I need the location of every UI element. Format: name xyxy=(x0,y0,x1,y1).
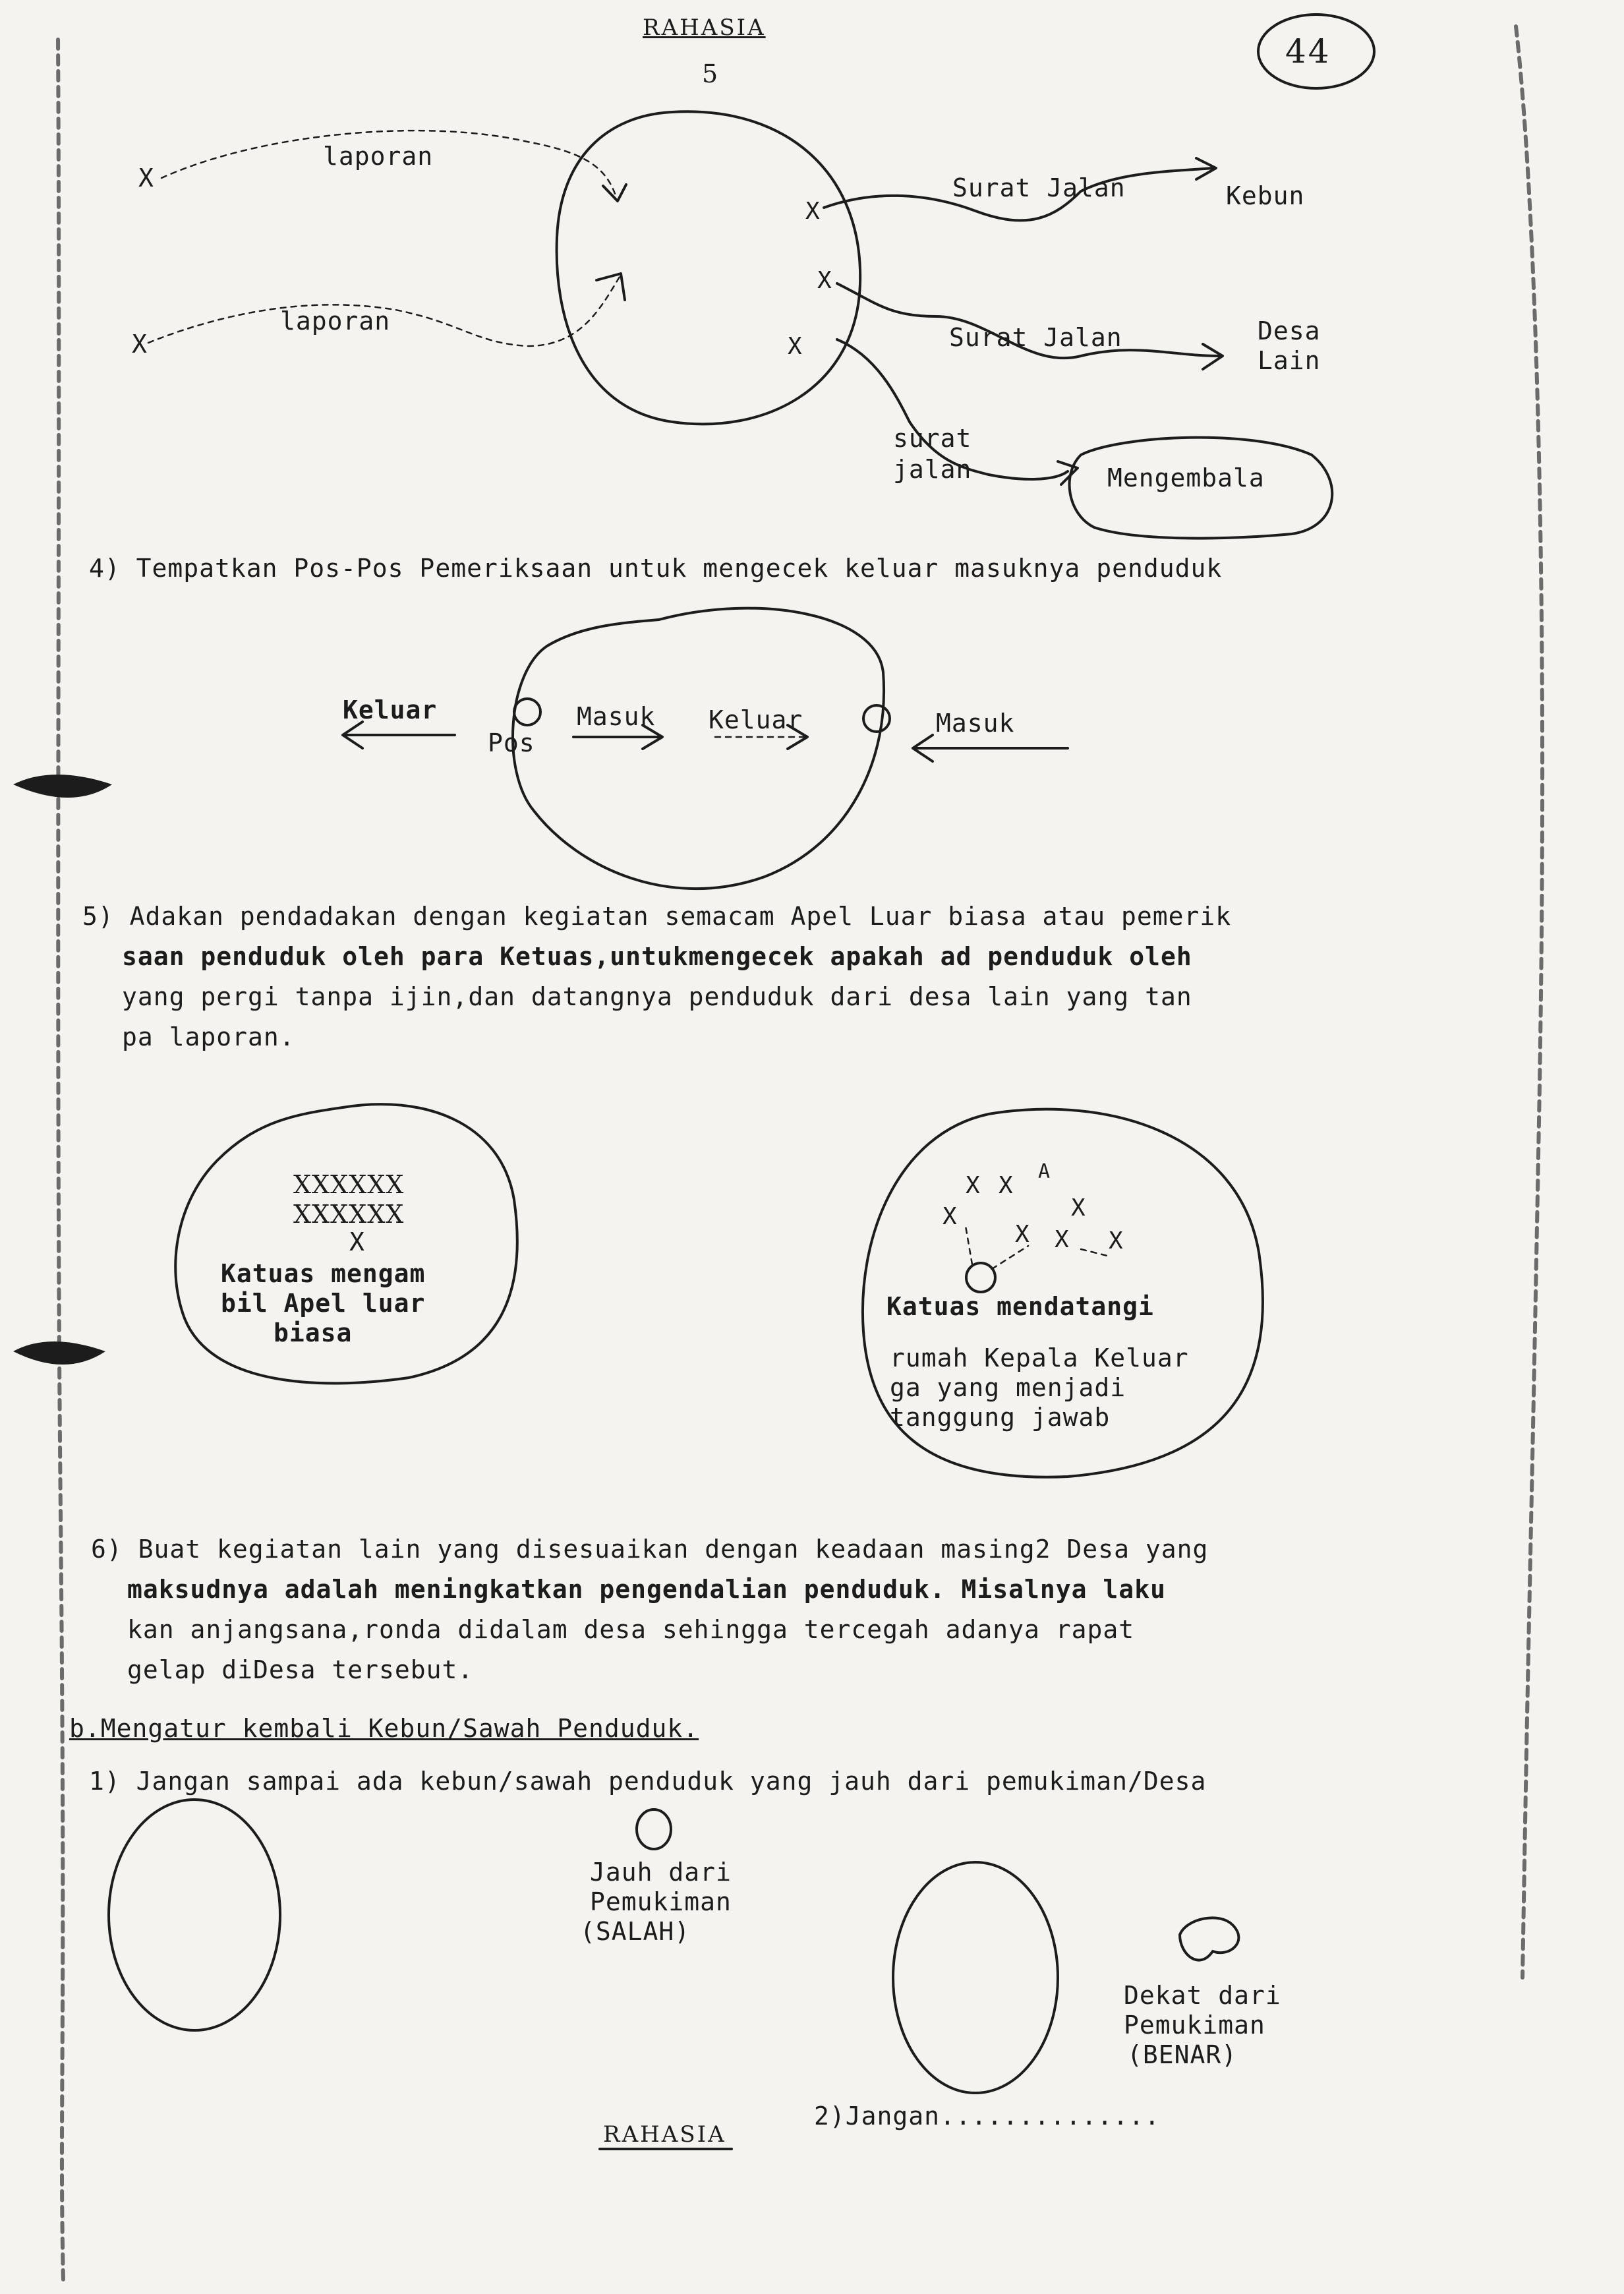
near-field-blob xyxy=(1180,1918,1238,1960)
item-5-line-1: 5) Adakan pendadakan dengan kegiatan semacam Apel Luar biasa atau pemerik xyxy=(82,902,1232,931)
left-binding-edge xyxy=(58,40,63,2281)
far-field-small xyxy=(637,1809,671,1849)
item-6-line-4: gelap diDesa tersebut. xyxy=(127,1655,474,1684)
report-arrow-bottom-head xyxy=(596,274,625,300)
surat-label: surat xyxy=(893,424,972,453)
near-caption-2: Pemukiman xyxy=(1124,2011,1265,2040)
kebun-label: Kebun xyxy=(1226,181,1305,210)
origin-x-bottom: X xyxy=(132,330,148,359)
checkpoint-village-circle xyxy=(513,608,884,889)
item-5-line-4: pa laporan. xyxy=(122,1022,295,1051)
item-6-line-3: kan anjangsana,ronda didalam desa sehingga tercegah adanya rapat xyxy=(127,1615,1135,1644)
house-x-1: X xyxy=(966,1172,980,1199)
arrow-keluar-left xyxy=(343,722,455,748)
departure-x-3: X xyxy=(788,333,802,360)
checkpoint-left xyxy=(514,699,540,725)
surat-jalan-label-1: Surat Jalan xyxy=(952,173,1126,202)
laporan-label-bottom: laporan xyxy=(280,307,391,336)
arrow-masuk-right xyxy=(913,735,1068,761)
pos-label: Pos xyxy=(488,728,535,757)
apel-caption-1: Katuas mengam xyxy=(221,1259,426,1288)
item-5-line-2: saan penduduk oleh para Ketuas,untukmengecek apakah ad penduduk oleh xyxy=(122,942,1192,971)
near-caption-3: (BENAR) xyxy=(1127,2040,1238,2069)
ketuas-marker xyxy=(966,1263,995,1292)
far-caption-1: Jauh dari xyxy=(590,1858,732,1887)
surat-jalan-label-2: Surat Jalan xyxy=(949,323,1122,352)
visit-caption-2: rumah Kepala Keluar xyxy=(890,1343,1189,1372)
near-caption-1: Dekat dari xyxy=(1124,1981,1281,2010)
item-6-line-1: 6) Buat kegiatan lain yang disesuaikan dengan keadaan masing2 Desa yang xyxy=(91,1535,1209,1564)
checkpoint-right xyxy=(863,705,890,732)
house-x-2: X xyxy=(999,1172,1013,1199)
apel-x-row-2: XXXXXX xyxy=(293,1200,405,1229)
visit-arrow-2 xyxy=(992,1246,1028,1269)
apel-x-single: X xyxy=(349,1227,365,1256)
item-4-text: 4) Tempatkan Pos-Pos Pemeriksaan untuk mengecek keluar masuknya penduduk xyxy=(89,554,1223,583)
village-right-ellipse xyxy=(893,1862,1058,2093)
visit-arrow-3 xyxy=(1081,1249,1107,1256)
visit-caption-4: tanggung jawab xyxy=(890,1403,1111,1432)
item-5-paragraph xyxy=(82,897,1231,1057)
keluar-mid-label: Keluar xyxy=(709,705,803,734)
house-x-7: X xyxy=(1109,1227,1123,1254)
binding-hole-2 xyxy=(13,1341,105,1365)
departure-x-1: X xyxy=(805,198,820,225)
visit-arrow-1 xyxy=(966,1226,972,1264)
marker-a: A xyxy=(1038,1160,1051,1183)
binding-hole-1 xyxy=(13,775,112,798)
apel-caption-2: bil Apel luar xyxy=(221,1289,426,1318)
visit-caption-3: ga yang menjadi xyxy=(890,1373,1126,1402)
apel-x-row-1: XXXXXX xyxy=(293,1170,405,1199)
masuk-right-label: Masuk xyxy=(936,709,1015,738)
classification-header: RAHASIA xyxy=(643,15,766,41)
masuk-mid-label: Masuk xyxy=(577,702,656,731)
origin-x-top: X xyxy=(138,163,154,192)
keluar-left-label: Keluar xyxy=(343,695,438,724)
page-number: 5 xyxy=(702,59,720,88)
item-6-paragraph xyxy=(91,1529,1208,1690)
far-caption-2: Pemukiman xyxy=(590,1887,732,1916)
house-x-5: X xyxy=(1015,1221,1030,1248)
village-left-ellipse xyxy=(109,1800,280,2030)
house-x-3: X xyxy=(942,1203,957,1230)
visit-caption-1: Katuas mendatangi xyxy=(886,1292,1154,1321)
section-b-heading: b.Mengatur kembali Kebun/Sawah Penduduk. xyxy=(69,1714,699,1743)
item-6-line-2: maksudnya adalah meningkatkan pengendalian penduduk. Misalnya laku xyxy=(127,1575,1166,1604)
village-circle xyxy=(557,111,861,424)
lain-label: Lain xyxy=(1258,346,1321,375)
laporan-label-top: laporan xyxy=(323,142,434,171)
apel-caption-3: biasa xyxy=(274,1318,353,1347)
house-x-4: X xyxy=(1071,1194,1086,1221)
mengembala-label: Mengembala xyxy=(1107,463,1265,492)
classification-footer: RAHASIA xyxy=(603,2121,726,2148)
house-x-6: X xyxy=(1055,1226,1069,1253)
section-b-item-1: 1) Jangan sampai ada kebun/sawah penduduk yang jauh dari pemukiman/Desa xyxy=(89,1767,1207,1796)
continuation-text: 2)Jangan.............. xyxy=(814,2102,1161,2131)
departure-x-2: X xyxy=(817,267,832,294)
item-5-line-3: yang pergi tanpa ijin,dan datangnya penduduk dari desa lain yang tan xyxy=(122,982,1192,1011)
right-page-edge xyxy=(1516,26,1542,1978)
page-stamp-number: 44 xyxy=(1285,32,1331,71)
desa-label: Desa xyxy=(1258,316,1321,345)
far-caption-3: (SALAH) xyxy=(580,1917,691,1946)
jalan-label: jalan xyxy=(893,455,972,484)
